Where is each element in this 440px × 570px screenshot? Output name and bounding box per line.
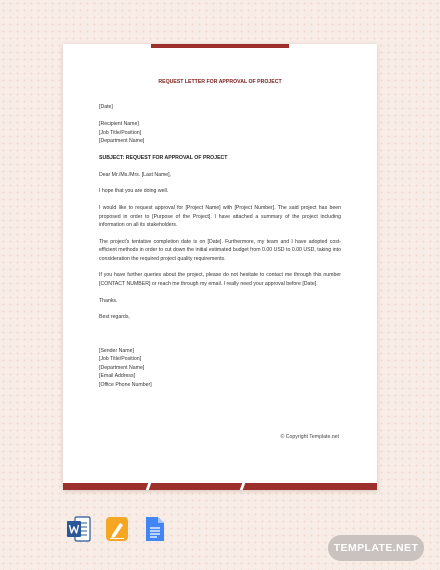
recipient-department: [Department Name] [99,138,145,145]
top-accent-band [151,44,289,48]
sender-title: [Job Title/Position] [99,356,142,363]
sender-phone: [Office Phone Number] [99,381,152,388]
google-docs-icon[interactable] [145,516,165,547]
bottom-accent-band [63,483,377,490]
closing-line: Best regards, [99,314,130,321]
subject-line: SUBJECT: REQUEST FOR APPROVAL OF PROJECT [99,154,228,161]
band-separator [146,483,152,490]
paragraph-3: If you have further queries about the project, please do not hesitate to contact me through this number [CONTACT NUMBER] or reach me through my email. I really need your approval before [Date]. [99,272,341,287]
paragraph-1: I would like to request approval for [Project Name] with [Project Number]. The said project has been proposed in order to [Purpose of the Project]. I have attached a summary of the project including information on all its stakeholders. [99,205,341,229]
document-page [63,44,377,490]
template-net-logo[interactable]: TEMPLATE.NET [328,535,424,561]
sender-name: [Sender Name] [99,348,134,354]
opening-line: I hope that you are doing well. [99,188,169,195]
sender-email: [Email Address] [99,373,136,380]
recipient-name: [Recipient Name] [99,121,139,128]
thanks-line: Thanks. [99,297,118,304]
sender-department: [Department Name] [99,364,145,371]
letter-title: REQUEST LETTER FOR APPROVAL OF PROJECT [158,79,282,85]
pages-icon[interactable] [105,516,129,547]
date-line: [Date] [99,104,113,111]
recipient-title: [Job Title/Position] [99,129,142,136]
paragraph-2: The project's tentative completion date is on [Date]. Furthermore, my team and I have adopted cost-efficient methods in order to cut down the initial estimated budget from 0.00 USD to 0.00 USD, taking into consideration the required project quality requirements. [99,238,341,262]
band-separator [240,483,246,490]
copyright-text: © Copyright Template.net [280,434,339,440]
word-icon[interactable] [67,516,91,547]
salutation: Dear Mr./Ms./Mrs. [Last Name], [99,171,172,178]
letter-body [99,78,341,389]
